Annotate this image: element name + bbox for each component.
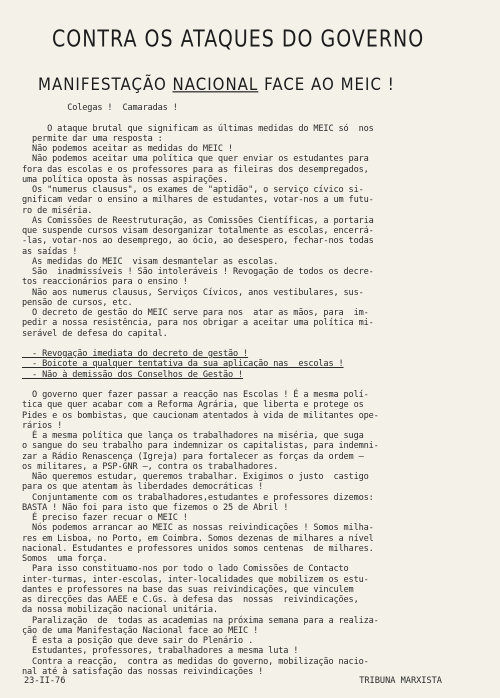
body-line: as direcções das AAEE e C.Gs. à defesa das nossas reivindicações,	[22, 595, 359, 605]
body-line: pensão de cursos, etc.	[22, 297, 133, 308]
body-line: Nós podemos arrancar ao MEIC as nossas reivindicações ! Somos milha-	[22, 523, 374, 534]
subtitle-part-1: MANIFESTAÇÃO	[38, 74, 173, 95]
document-title: CONTRA OS ATAQUES DO GOVERNO	[52, 26, 425, 53]
body-line: São inadmissíveis ! São intoleráveis ! Revogação de todos os decre-	[22, 267, 374, 277]
body-line: Não aos numerus clausus, Serviços Cívicos, anos vestibulares, sus-	[22, 287, 364, 298]
body-line: Pides e os bombistas, que caucionam atentados à vida de militantes ope-	[22, 410, 379, 421]
document-footer	[24, 676, 476, 686]
document-body	[22, 103, 486, 677]
body-line: para os que atentam às liberdades democráticas !	[22, 482, 264, 493]
body-line: O ataque brutal que significam as últimas medidas do MEIC só nos	[22, 123, 374, 134]
body-line	[22, 113, 486, 123]
body-line: Somos uma força.	[22, 554, 108, 564]
body-line: BASTA ! Não foi para isto que fizemos o 25 de Abril !	[22, 502, 289, 513]
document-subtitle	[38, 74, 395, 95]
body-line: o sangue do seu trabalho para indemnizar os capitalistas, para indemni-	[22, 441, 379, 452]
body-line: Os "numerus clausus", os exames de "aptidão", o serviço cívico si-	[22, 185, 364, 195]
body-line: nacional. Estudantes e professores unidos somos centenas de milhares.	[22, 543, 374, 554]
body-line: Paralização de todas as academias na próxima semana para a realiza-	[22, 615, 379, 626]
subtitle-underlined-word: NACIONAL	[172, 74, 259, 95]
body-line: É preciso fazer recuar o MEIC !	[22, 513, 188, 523]
body-line: da nossa mobilização nacional unitária.	[22, 605, 218, 616]
body-line: os militares, a PSP-GNR —, contra os trabalhadores.	[22, 461, 279, 472]
body-line: tos reaccionários para o ensino !	[22, 277, 188, 288]
body-line	[22, 339, 486, 349]
body-line: nal até à satisfação das nossas reivindicações !	[22, 666, 264, 677]
body-line: - Revogação imediata do decreto de gestão !	[22, 349, 249, 359]
body-line: res em Lisboa, no Porto, em Coimbra. Somos dezenas de milhares a nível	[22, 533, 374, 544]
body-line: gnificam vedar o ensino a milhares de estudantes, votar-nos a um futu-	[22, 195, 374, 206]
body-line: dantes e professores na base das suas reivindicações, que vinculem	[22, 584, 354, 595]
body-line: Estudantes, professores, trabalhadores a mesma luta !	[22, 646, 299, 657]
body-line: - Boicote a qualquer tentativa da sua aplicação nas escolas !	[22, 359, 344, 370]
body-line: uma política oposta às nossas aspirações.	[22, 174, 228, 185]
body-line: Contra a reacção, contra as medidas do governo, mobilização nacio-	[22, 656, 369, 667]
body-line: zar a Rádio Renascença (Igreja) para fortalecer as forças da ordem —	[22, 451, 364, 462]
body-line: As medidas do MEIC visam desmantelar as escolas.	[22, 256, 279, 267]
body-line: permite dar uma resposta :	[22, 133, 163, 144]
body-line: que suspende cursos visam desorganizar totalmente as escolas, encerrá-	[22, 226, 374, 236]
body-line: É esta a posição que deve sair do Plenário .	[22, 636, 254, 646]
body-line: fora das escolas e os professores para as fileiras dos desempregados,	[22, 164, 369, 175]
body-line: ção de uma Manifestação Nacional face ao MEIC !	[22, 625, 259, 636]
body-line: As Comissões de Reestruturação, as Comissões Científicas, a portaria	[22, 215, 374, 226]
body-line: - Não à demissão dos Conselhos de Gestão !	[22, 369, 244, 380]
body-line: Conjuntamente com os trabalhadores,estudantes e professores dizemos:	[22, 492, 374, 503]
footer-publisher: TRIBUNA MARXISTA	[359, 676, 442, 686]
body-line: pedir a nossa resistência, para nos obrigar a aceitar uma política mi-	[22, 318, 374, 329]
body-line: inter-turmas, inter-escolas, inter-localidades que mobilizem os estu-	[22, 574, 369, 585]
body-line: tica que quer acabar com a Reforma Agrária, que liberta e protege os	[22, 400, 364, 411]
body-line	[22, 380, 486, 390]
body-line: Para isso constituamo-nos por todo o lado Comissões de Contacto	[22, 564, 349, 575]
body-line: as saídas !	[22, 246, 78, 257]
body-line: O decreto de gestão do MEIC serve para nos atar as mãos, para im-	[22, 308, 369, 318]
body-line: Não podemos aceitar as medidas do MEIC !	[22, 144, 234, 154]
subtitle-part-2: FACE AO MEIC !	[258, 74, 395, 95]
body-line: Colegas ! Camaradas !	[22, 103, 178, 113]
body-line: serável de defesa do capital.	[22, 328, 168, 339]
body-line: -las, votar-nos ao desemprego, ao ócio, ao desespero, fechar-nos todas	[22, 236, 374, 247]
body-line: Não podemos aceitar uma política que quer enviar os estudantes para	[22, 154, 369, 165]
footer-date: 23-II-76	[24, 676, 66, 686]
body-line: ro de miséria.	[22, 205, 93, 216]
body-line: O governo quer fazer passar a reacção nas Escolas ! É a mesma polí-	[22, 390, 369, 400]
body-line: É a mesma política que lança os trabalhadores na miséria, que suga	[22, 431, 364, 441]
body-line: rários !	[22, 420, 63, 431]
body-line: Não queremos estudar, queremos trabalhar. Exigimos o justo castigo	[22, 472, 369, 482]
